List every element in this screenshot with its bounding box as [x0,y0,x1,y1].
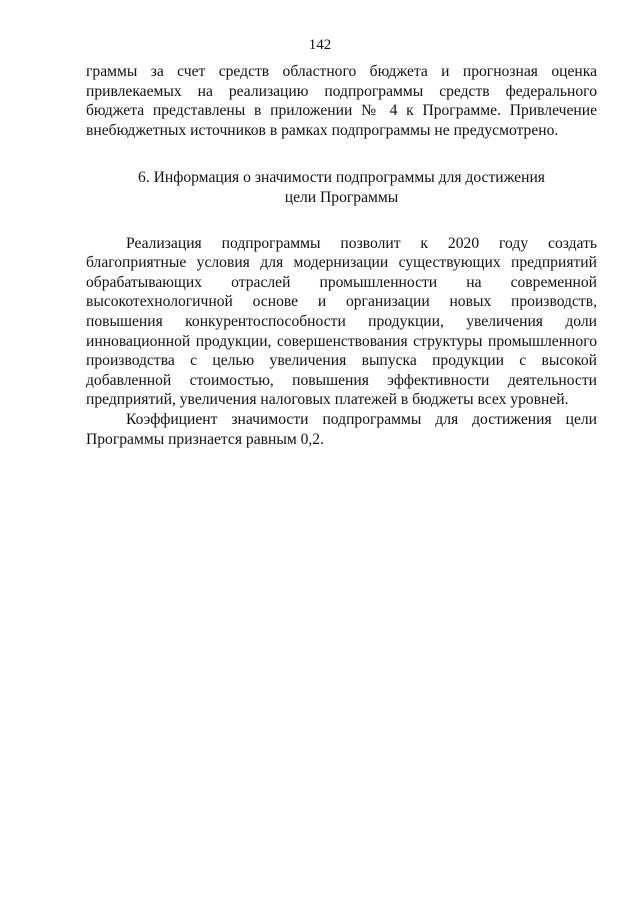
page-number: 142 [308,37,332,53]
section-heading [86,168,597,207]
coefficient-paragraph: Коэффициент значимости подпрограммы для достижения цели Программы признается равным 0,2. [86,410,597,448]
section-heading-line1: 6. Информация о значимости подпрограммы для достижения [138,169,545,187]
document-body [86,62,597,449]
section-heading-line2: цели Программы [284,188,399,206]
implementation-paragraph: Реализация подпрограммы позволит к 2020 году создать благоприятные условия для модернизации существующих предприятий обрабатывающих отраслей промышленности на современной высокотехнологичной основе и организации новых производств, повышения конкурентоспособности продукции, увеличения доли инновационной продукции, совершенствования структуры промышленного производства с целью увеличения выпуска продукции с высокой добавленной стоимостью, повышения эффективности деятельности предприятий, увеличения налоговых платежей в бюджеты всех уровней. [86,234,597,409]
continuation-paragraph: граммы за счет средств областного бюджета и прогнозная оценка привлекаемых на реализацию подпрограммы средств федерального бюджета представлены в приложении № 4 к Программе. Привлечение внебюджетных источников в рамках подпрограммы не предусмотрено. [86,63,597,139]
